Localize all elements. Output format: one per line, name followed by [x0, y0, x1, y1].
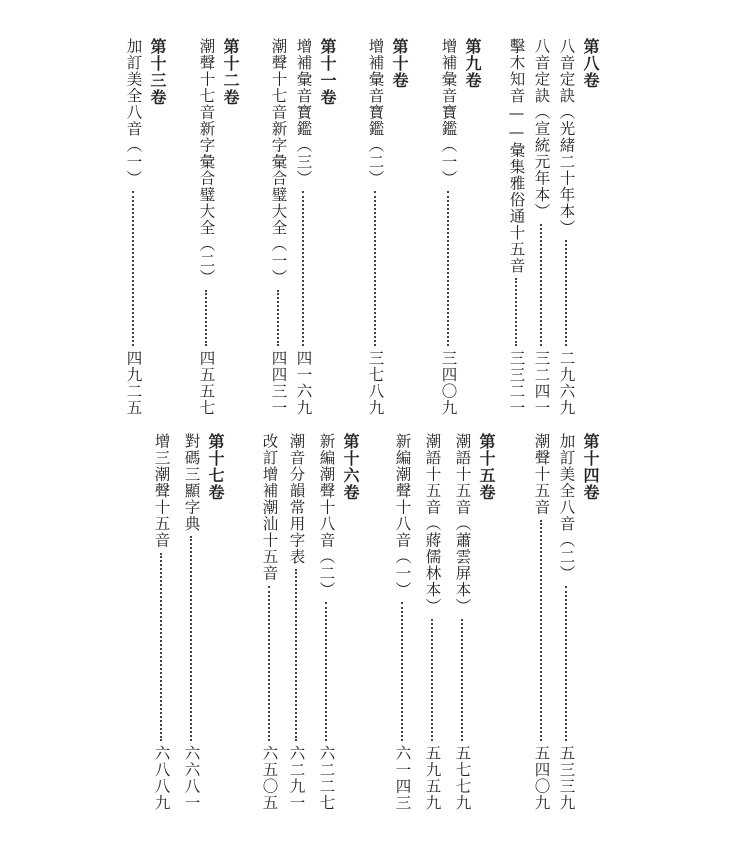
- leader-dots: [565, 240, 567, 346]
- toc-entry[interactable]: [183, 433, 199, 811]
- entry-title: 增三潮聲十五音: [152, 433, 171, 549]
- entry-page: 四一六九: [294, 350, 313, 416]
- leader-dots: [205, 290, 207, 347]
- toc-entry[interactable]: [153, 433, 169, 811]
- entry-page: 四四三一: [269, 350, 288, 416]
- entry-title: 八音定訣（光緒二十年本）: [557, 38, 576, 236]
- leader-dots: [540, 224, 542, 347]
- entry-page: 六八八九: [152, 745, 171, 811]
- entry-page: 五七七九: [453, 745, 472, 811]
- leader-dots: [374, 191, 376, 347]
- leader-dots: [447, 191, 449, 347]
- entry-page: 三三二一: [507, 350, 526, 416]
- volume-heading: 第十七卷: [206, 433, 225, 501]
- entry-title: 擊木知音——彙集雅俗通十五音: [507, 38, 526, 274]
- leader-dots: [160, 553, 162, 742]
- volume-heading: 第十卷: [390, 38, 409, 89]
- toc-entry[interactable]: [295, 38, 311, 416]
- leader-dots: [325, 602, 327, 741]
- entry-title: 潮聲十七音新字彙合璧大全（一）: [269, 38, 288, 286]
- toc-entry[interactable]: [198, 38, 214, 416]
- entry-title: 增補彙音寶鑑（二）: [366, 38, 385, 187]
- toc-entry[interactable]: [125, 38, 141, 416]
- volume-heading: 第十四卷: [581, 433, 600, 501]
- toc-entry[interactable]: [318, 433, 334, 811]
- entry-page: 六五〇五: [260, 745, 279, 811]
- entry-page: 六六八一: [182, 745, 201, 811]
- entry-page: 三四〇九: [439, 350, 458, 416]
- volume-heading: 第十六卷: [341, 433, 360, 501]
- entry-page: 五四〇九: [532, 745, 551, 811]
- entry-title: 潮語十五音（蕭雲屏本）: [453, 433, 472, 615]
- entry-page: 四九二五: [124, 350, 143, 416]
- entry-page: 六二二七: [317, 745, 336, 811]
- leader-dots: [565, 586, 567, 742]
- volume-heading: 第十三卷: [148, 38, 167, 106]
- volume-heading: 第十二卷: [221, 38, 240, 106]
- entry-page: 三二四一: [532, 350, 551, 416]
- toc-entry[interactable]: [440, 38, 456, 416]
- entry-title: 潮語十五音（蔣儒林本）: [423, 433, 442, 615]
- toc-entry[interactable]: [424, 433, 440, 811]
- volume-heading: 第十五卷: [477, 433, 496, 501]
- toc-entry[interactable]: [558, 38, 574, 416]
- leader-dots: [461, 619, 463, 742]
- toc-entry[interactable]: [454, 433, 470, 811]
- toc-entry[interactable]: [508, 38, 524, 416]
- toc-entry[interactable]: [533, 38, 549, 416]
- leader-dots: [540, 520, 542, 742]
- volume-heading: 第八卷: [581, 38, 600, 89]
- entry-title: 潮音分韻常用字表: [287, 433, 306, 565]
- entry-title: 八音定訣（宣統元年本）: [532, 38, 551, 220]
- entry-page: 四五五七: [197, 350, 216, 416]
- entry-title: 新編潮聲十八音（一）: [393, 433, 412, 598]
- entry-page: 六一四三: [393, 745, 412, 811]
- entry-title: 潮聲十七音新字彙合璧大全（二）: [197, 38, 216, 286]
- entry-title: 加訂美全八音（一）: [124, 38, 143, 187]
- volume-heading: 第十一卷: [318, 38, 337, 106]
- toc-entry[interactable]: [558, 433, 574, 811]
- toc-entry[interactable]: [288, 433, 304, 811]
- toc-entry[interactable]: [367, 38, 383, 416]
- leader-dots: [268, 586, 270, 742]
- entry-page: 五九五九: [423, 745, 442, 811]
- entry-page: 三七八九: [366, 350, 385, 416]
- leader-dots: [295, 569, 297, 741]
- entry-page: 五三三九: [557, 745, 576, 811]
- leader-dots: [401, 602, 403, 741]
- leader-dots: [277, 290, 279, 347]
- entry-page: 二九六九: [557, 350, 576, 416]
- entry-title: 改訂增補潮汕十五音: [260, 433, 279, 582]
- leader-dots: [190, 536, 192, 741]
- toc-entry[interactable]: [270, 38, 286, 416]
- entry-title: 潮聲十五音: [532, 433, 551, 516]
- entry-title: 增補彙音寶鑑（一）: [439, 38, 458, 187]
- leader-dots: [515, 278, 517, 346]
- entry-title: 加訂美全八音（二）: [557, 433, 576, 582]
- toc-entry[interactable]: [261, 433, 277, 811]
- toc-entry[interactable]: [394, 433, 410, 811]
- toc-entry[interactable]: [533, 433, 549, 811]
- entry-title: 新編潮聲十八音（二）: [317, 433, 336, 598]
- entry-page: 六二九一: [287, 745, 306, 811]
- leader-dots: [132, 191, 134, 347]
- entry-title: 增補彙音寶鑑（三）: [294, 38, 313, 187]
- entry-title: 對碼三顯字典: [182, 433, 201, 532]
- leader-dots: [302, 191, 304, 347]
- volume-heading: 第九卷: [463, 38, 482, 89]
- leader-dots: [431, 619, 433, 742]
